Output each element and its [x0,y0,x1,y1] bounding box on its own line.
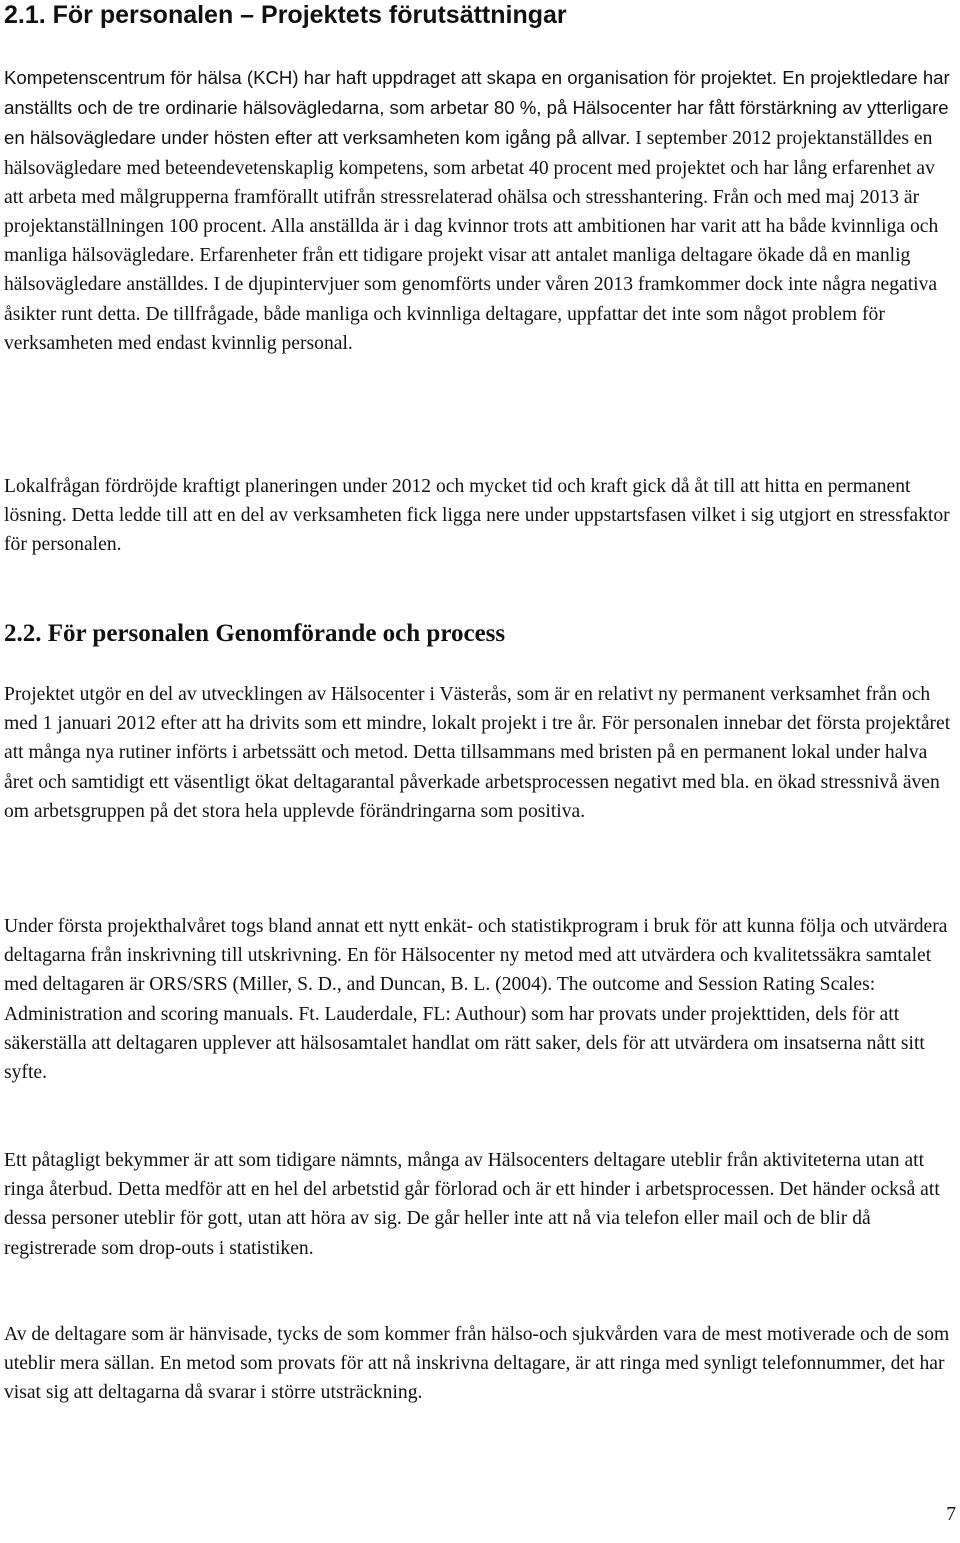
section-2-1-paragraph-2: Lokalfrågan fördröjde kraftigt planeringen under 2012 och mycket tid och kraft gick då åt till att hitta en permanent lösning. Detta ledde till att en del av verksamheten fick ligga nere under uppstartsfasen vilket i sig utgjort en stressfaktor för personalen. [4,476,950,556]
section-2-1-paragraph-1 [4,63,956,358]
section-2-2-paragraph-3: Ett påtagligt bekymmer är att som tidigare nämnts, många av Hälsocenters deltagare uteblir från aktiviteterna utan att ringa återbud. Detta medför att en hel del arbetstid går förlorad och är ett hinder i arbetsprocessen. Det händer också att dessa personer uteblir för gott, utan att höra av sig. De går heller inte att nå via telefon eller mail och de blir då registrerade som drop-outs i statistiken. [4,1150,940,1259]
page-number: 7 [946,1504,956,1525]
section-2-2-paragraph-1: Projektet utgör en del av utvecklingen av Hälsocenter i Västerås, som är en relativt ny permanent verksamhet från och med 1 januari 2012 efter att ha drivits som ett mindre, lokalt projekt i tre år. För personalen innebar det första projektåret att många nya rutiner införts i arbetssätt och metod. Detta tillsammans med bristen på en permanent lokal under halva året och samtidigt ett väsentligt ökat deltagarantal påverkade arbetsprocessen negativt med bla. en ökad stressnivå även om arbetsgruppen på det stora hela upplevde förändringarna som positiva. [4,684,951,822]
paragraph-sans-part: Kompetenscentrum för hälsa (KCH) har haft uppdraget att skapa en organisation för projektet. En projektledare har anställts och de tre ordinarie hälsovägledarna, som arbetar 80 %, på Hälsocenter har fått förstärkning av ytterligare en hälsovägledare under hösten efter att verksamheten kom igång på allvar. [4,67,950,149]
section-2-2-paragraph-4: Av de deltagare som är hänvisade, tycks de som kommer från hälso-och sjukvården vara de mest motiverade och de som uteblir mera sällan. En metod som provats för att nå inskrivna deltagare, är att ringa med synligt telefonnummer, det har visat sig att deltagarna då svarar i större utsträckning. [4,1324,950,1404]
paragraph-serif-part: I september 2012 projektanställdes en hälsovägledare med beteendevetenskaplig kompetens, som arbetat 40 procent med projektet och har lång erfarenhet av att arbeta med målgrupperna framförallt utifrån stressrelaterad ohälsa och stresshantering. Från och med maj 2013 är projektanställningen 100 procent. Alla anställda är i dag kvinnor trots att ambitionen har varit att ha både kvinnliga och manliga hälsovägledare. Erfarenheter från ett tidigare projekt visar att antalet manliga deltagare ökade då en manlig hälsovägledare anställdes. I de djupintervjuer som genomförts under våren 2013 framkommer dock inte några negativa åsikter runt detta. De tillfrågade, både manliga och kvinnliga deltagare, uppfattar det inte som något problem för verksamheten med endast kvinnlig personal. [4,128,939,354]
section-2-2-paragraph-2: Under första projekthalvåret togs bland annat ett nytt enkät- och statistikprogram i bruk för att kunna följa och utvärdera deltagarna från inskrivning till utskrivning. En för Hälsocenter ny metod med att utvärdera och kvalitetssäkra samtalet med deltagaren är ORS/SRS (Miller, S. D., and Duncan, B. L. (2004). The outcome and Session Rating Scales: Administration and scoring manuals. Ft. Lauderdale, FL: Authour) som har provats under projekttiden, dels för att säkerställa att deltagaren upplever att hälsosamtalet handlat om rätt saker, dels för att utvärdera om insatserna nått sitt syfte. [4,916,948,1084]
section-heading-2-1: 2.1. För personalen – Projektets förutsättningar [4,1,567,29]
section-heading-2-2: 2.2. För personalen Genomförande och process [4,620,506,647]
